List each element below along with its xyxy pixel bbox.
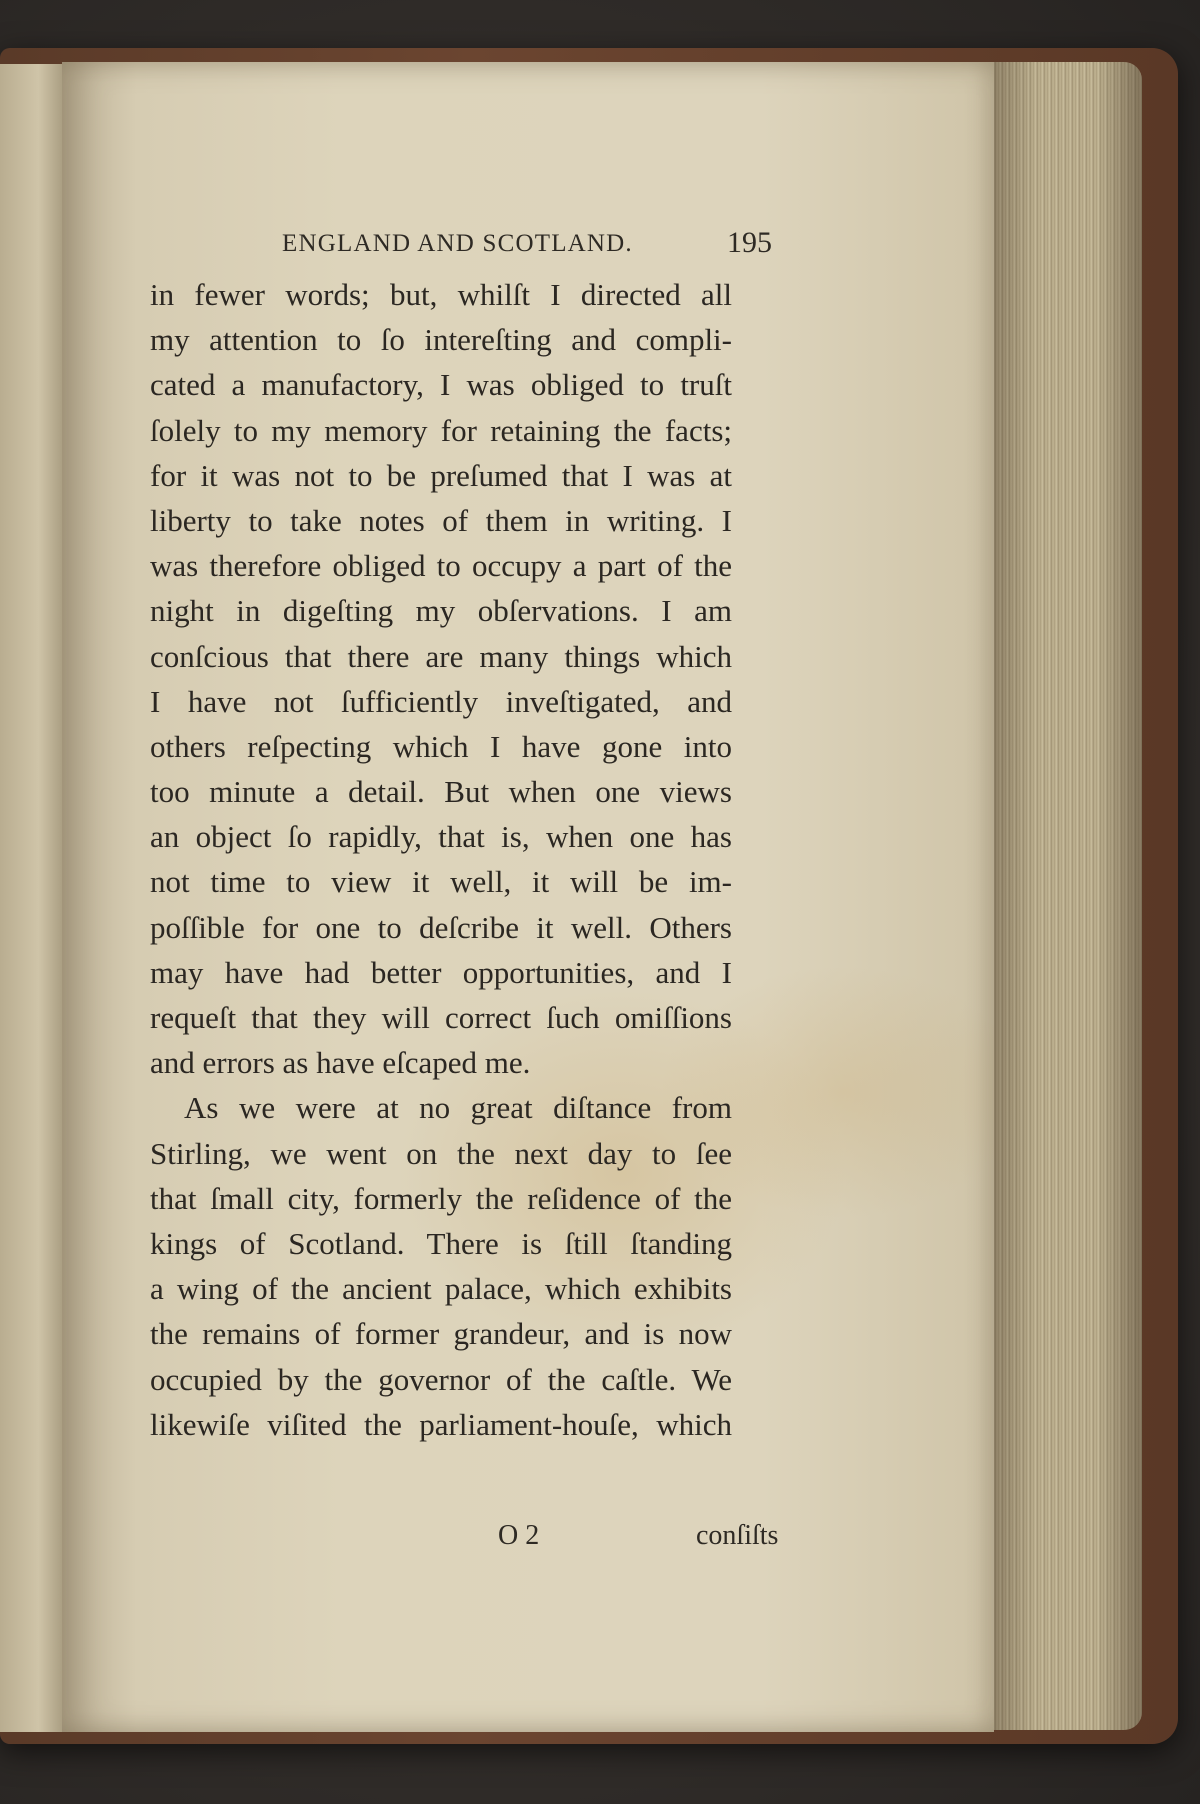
text-line: an object ſo rapidly, that is, when one has <box>150 819 732 855</box>
text-line: my attention to ſo intereſting and compli- <box>150 322 732 358</box>
running-head <box>62 224 994 264</box>
text-line: was therefore obliged to occupy a part of the <box>150 548 732 584</box>
text-line: I have not ſufficiently inveſtigated, and <box>150 683 732 719</box>
page-fore-edge <box>990 62 1142 1730</box>
running-title: ENGLAND AND SCOTLAND. <box>282 230 633 257</box>
text-line: night in digeſting my obſervations. I am <box>150 593 732 629</box>
text-line: likewiſe viſited the parliament-houſe, which <box>150 1406 732 1442</box>
facing-page-edge <box>0 64 66 1732</box>
text-line: may have had better opportunities, and I <box>150 954 732 990</box>
text-line: Stirling, we went on the next day to ſee <box>150 1135 732 1171</box>
text-line: requeſt that they will correct ſuch omiſſions <box>150 1000 732 1035</box>
text-line: ſolely to my memory for retaining the facts; <box>150 412 732 448</box>
text-line: kings of Scotland. There is ſtill ſtanding <box>150 1225 732 1261</box>
book-page <box>62 62 994 1732</box>
text-line: a wing of the ancient palace, which exhibits <box>150 1271 732 1307</box>
page-footer <box>62 1520 994 1560</box>
text-line: in fewer words; but, whilſt I directed all <box>150 277 732 312</box>
text-line: that ſmall city, formerly the reſidence of the <box>150 1180 732 1216</box>
text-line: the remains of former grandeur, and is now <box>150 1316 732 1352</box>
text-line: others reſpecting which I have gone into <box>150 728 732 764</box>
text-line: for it was not to be preſumed that I was at <box>150 457 732 493</box>
text-line: cated a manufactory, I was obliged to truſt <box>150 367 732 403</box>
text-line-paragraph-start: As we were at no great diſtance from <box>184 1090 732 1126</box>
text-line: occupied by the governor of the caſtle. We <box>150 1361 732 1397</box>
catchword: conſiſts <box>696 1520 779 1551</box>
signature-mark: O 2 <box>498 1520 540 1551</box>
text-line: liberty to take notes of them in writing. I <box>150 502 732 538</box>
text-line: too minute a detail. But when one views <box>150 774 732 810</box>
text-line: poſſible for one to deſcribe it well. Others <box>150 909 732 945</box>
text-line: conſcious that there are many things which <box>150 638 732 674</box>
body-text <box>150 272 732 1447</box>
text-line-paragraph-end: and errors as have eſcaped me. <box>150 1045 531 1081</box>
page-number: 195 <box>727 226 772 259</box>
text-line: not time to view it well, it will be im- <box>150 864 732 900</box>
